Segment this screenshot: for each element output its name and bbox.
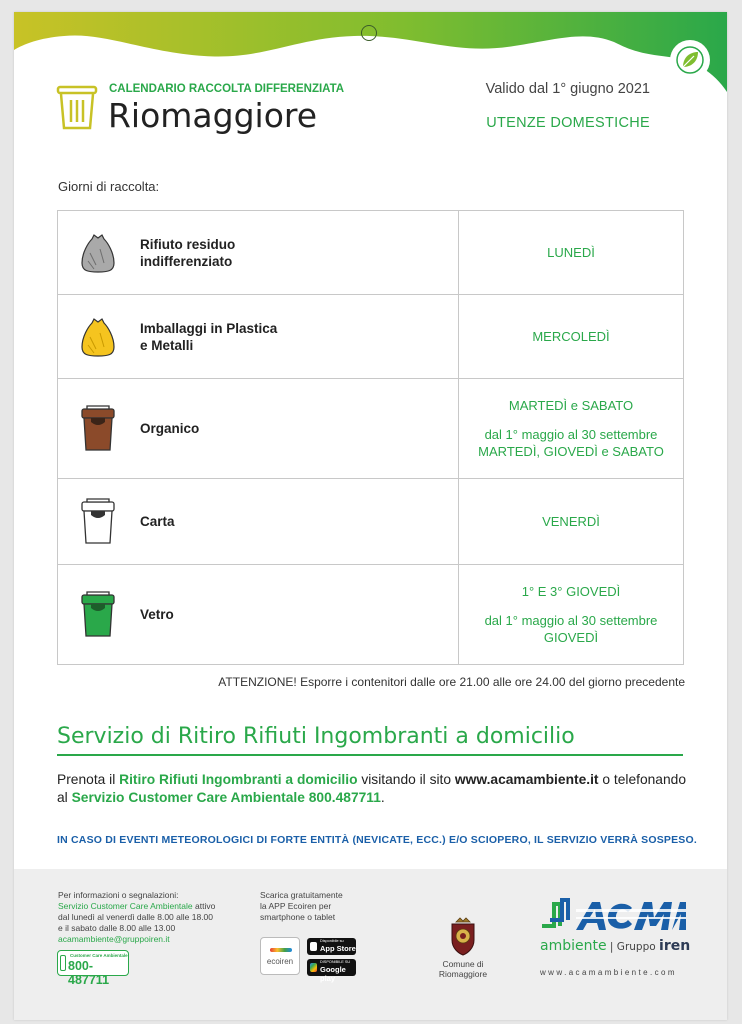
phone-badge: Customer Care Ambientale 800-487711 bbox=[57, 950, 129, 976]
collection-days-heading: Giorni di raccolta: bbox=[58, 179, 160, 194]
white-bin-icon bbox=[78, 495, 118, 549]
yellow-bag-icon bbox=[78, 310, 118, 364]
google-play-badge[interactable]: DISPONIBILE SU Google play bbox=[307, 959, 356, 976]
acam-logo-icon bbox=[540, 896, 686, 941]
collection-days: LUNEDÌ bbox=[459, 211, 684, 295]
waste-name: Vetro bbox=[140, 607, 174, 622]
service-title: Servizio di Ritiro Rifiuti Ingombranti a domicilio bbox=[57, 724, 575, 749]
leaf-icon bbox=[670, 40, 710, 80]
collection-days: MERCOLEDÌ bbox=[459, 295, 684, 379]
collection-days: 1° E 3° GIOVEDÌ dal 1° maggio al 30 settembre GIOVEDÌ bbox=[459, 565, 684, 665]
attention-note: ATTENZIONE! Esporre i contenitori dalle ore 21.00 alle ore 24.00 del giorno precedente bbox=[218, 675, 685, 689]
municipality-label: Comune di Riomaggiore bbox=[438, 959, 488, 979]
coat-of-arms-icon bbox=[444, 916, 482, 961]
divider bbox=[57, 754, 683, 756]
calendar-page bbox=[14, 12, 727, 1020]
app-store-badge[interactable]: Disponibile su App Store bbox=[307, 938, 356, 955]
punch-hole bbox=[361, 25, 377, 41]
waste-name: Rifiuto residuo indifferenziato bbox=[140, 236, 236, 269]
valid-from: Valido dal 1° giugno 2021 bbox=[485, 81, 650, 97]
green-bin-icon bbox=[78, 588, 118, 642]
town-title: Riomaggiore bbox=[108, 96, 318, 135]
collection-table bbox=[57, 210, 684, 665]
table-row bbox=[58, 295, 684, 379]
table-row bbox=[58, 565, 684, 665]
collection-days: MARTEDÌ e SABATO dal 1° maggio al 30 settembre MARTEDÌ, GIOVEDÌ e SABATO bbox=[459, 379, 684, 479]
brown-bin-icon bbox=[78, 402, 118, 456]
grey-bag-icon bbox=[78, 226, 118, 280]
waste-name: Imballaggi in Plastica e Metalli bbox=[140, 320, 278, 353]
collection-days: VENERDÌ bbox=[459, 479, 684, 565]
phone-icon bbox=[60, 955, 66, 971]
app-info: Scarica gratuitamente la APP Ecoiren per smartphone o tablet bbox=[260, 890, 343, 922]
play-icon bbox=[310, 963, 317, 972]
contact-email[interactable]: acamambiente@gruppoiren.it bbox=[58, 934, 170, 944]
acam-brand-text: ambiente | Gruppo iren bbox=[540, 938, 691, 954]
service-description: Prenota il Ritiro Rifiuti Ingombranti a domicilio visitando il sito www.acamambiente.it o telefonando al Servizio Customer Care Ambientale 800.487711. bbox=[57, 772, 686, 805]
trash-bin-logo-icon bbox=[56, 84, 98, 135]
header-wave bbox=[14, 12, 727, 92]
waste-name: Organico bbox=[140, 421, 200, 436]
table-row bbox=[58, 211, 684, 295]
ecoiren-app-icon[interactable]: ecoiren bbox=[260, 937, 300, 975]
table-row bbox=[58, 479, 684, 565]
apple-icon bbox=[310, 942, 317, 951]
waste-name: Carta bbox=[140, 514, 175, 529]
service-site-link[interactable]: www.acamambiente.it bbox=[454, 772, 599, 787]
calendar-subtitle: CALENDARIO RACCOLTA DIFFERENZIATA bbox=[109, 83, 345, 95]
contact-info: Per informazioni o segnalazioni: Servizio Customer Care Ambientale attivo dal lunedì al venerdì dalle 8.00 alle 18.00 e il sabato dalle 8.00 alle 13.00 acamambiente@gruppoiren.it bbox=[58, 890, 216, 944]
weather-warning: IN CASO DI EVENTI METEOROLOGICI DI FORTE ENTITÀ (NEVICATE, ECC.) E/O SCIOPERO, IL SERVIZIO VERRÀ SOSPESO. bbox=[57, 834, 697, 846]
table-row bbox=[58, 379, 684, 479]
phone-number: 800-487711 bbox=[68, 959, 110, 987]
user-category: UTENZE DOMESTICHE bbox=[486, 115, 650, 131]
acam-website[interactable]: www.acamambiente.com bbox=[540, 968, 677, 977]
